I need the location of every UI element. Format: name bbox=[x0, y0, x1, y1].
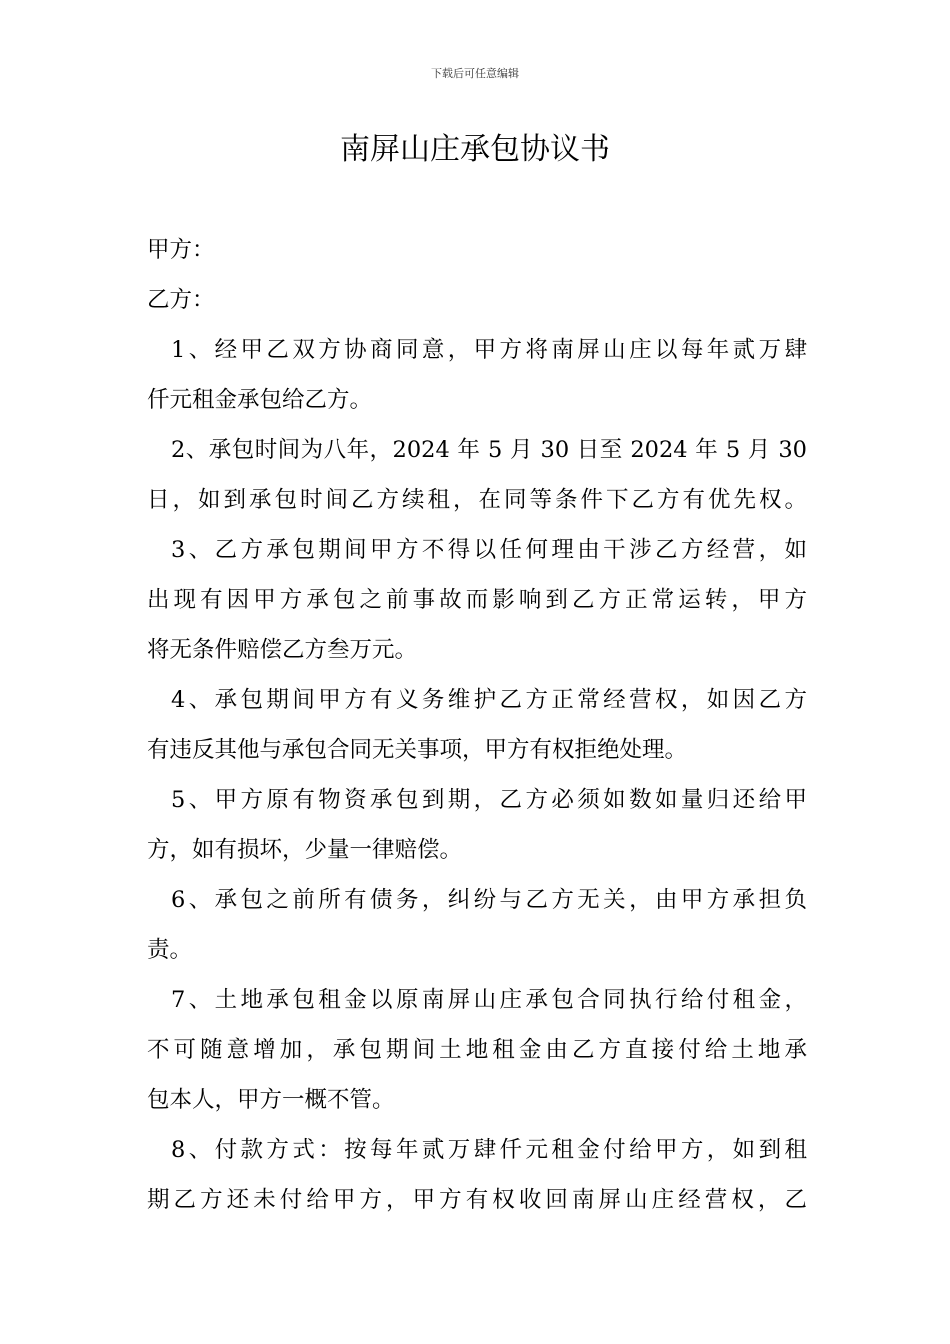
clause-7-line-3: 包本人，甲方一概不管。 bbox=[147, 1087, 395, 1113]
clause-7-line-1: 7、土地承包租金以原南屏山庄承包合同执行给付租金， bbox=[171, 987, 807, 1013]
clause-3-line-2: 出现有因甲方承包之前事故而影响到乙方正常运转，甲方 bbox=[147, 587, 807, 613]
clause-6-line-1: 6、承包之前所有债务，纠纷与乙方无关，由甲方承担负 bbox=[171, 887, 807, 913]
clause-2-line-2: 日，如到承包时间乙方续租，在同等条件下乙方有优先权。 bbox=[147, 487, 807, 513]
clause-8-line-2: 期乙方还未付给甲方，甲方有权收回南屏山庄经营权，乙 bbox=[147, 1187, 807, 1213]
clause-4-line-1: 4、承包期间甲方有义务维护乙方正常经营权，如因乙方 bbox=[171, 687, 807, 713]
document-title: 南屏山庄承包协议书 bbox=[340, 132, 610, 167]
clause-3-line-1: 3、乙方承包期间甲方不得以任何理由干涉乙方经营，如 bbox=[171, 537, 807, 563]
agreement-body bbox=[147, 225, 807, 1225]
clause-7-line-2: 不可随意增加，承包期间土地租金由乙方直接付给土地承 bbox=[147, 1037, 807, 1063]
clause-3-line-3: 将无条件赔偿乙方叁万元。 bbox=[147, 637, 418, 663]
clause-2-line-1: 2、承包时间为八年，2024 年 5 月 30 日至 2024 年 5 月 30 bbox=[171, 437, 807, 463]
clause-5-line-1: 5、甲方原有物资承包到期，乙方必须如数如量归还给甲 bbox=[171, 787, 807, 813]
clause-1-line-1: 1、经甲乙双方协商同意，甲方将南屏山庄以每年贰万肆 bbox=[171, 337, 807, 363]
header-note: 下载后可任意编辑 bbox=[431, 67, 519, 80]
clause-5-line-2: 方，如有损坏，少量一律赔偿。 bbox=[147, 837, 463, 863]
clause-4-line-2: 有违反其他与承包合同无关事项，甲方有权拒绝处理。 bbox=[147, 737, 688, 763]
clause-1-line-2: 仟元租金承包给乙方。 bbox=[147, 387, 373, 413]
clause-6-line-2: 责。 bbox=[147, 937, 193, 963]
clause-8-line-1: 8、付款方式：按每年贰万肆仟元租金付给甲方，如到租 bbox=[171, 1137, 807, 1163]
party-b-line: 乙方： bbox=[147, 287, 215, 313]
party-a-line: 甲方： bbox=[147, 237, 215, 263]
